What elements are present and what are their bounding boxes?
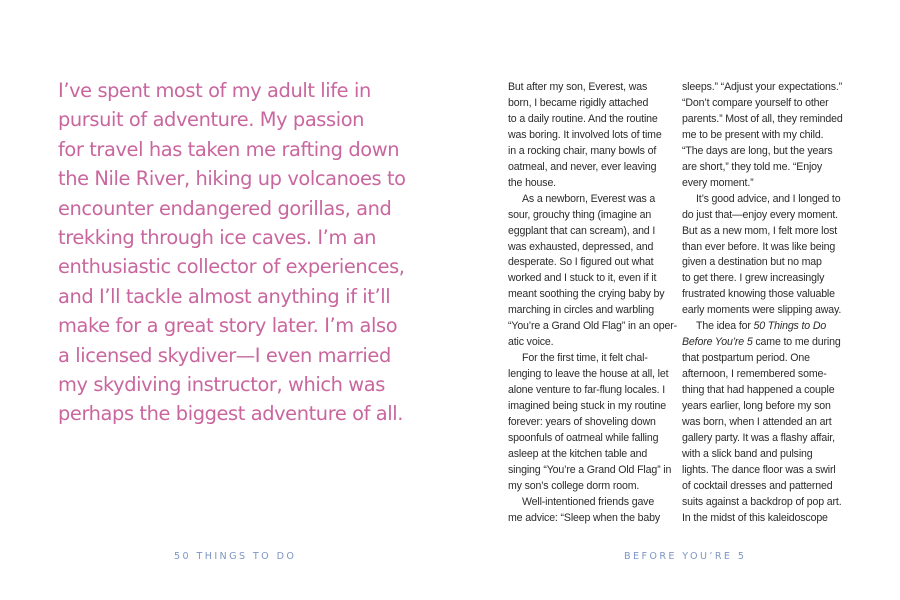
- body-line: singing “You’re a Grand Old Flag” in: [508, 463, 672, 476]
- body-line: gallery party. It was a flashy affair,: [682, 431, 835, 444]
- body-line: do just that—enjoy every moment.: [682, 208, 838, 221]
- body-line: worked and I stuck to it, even if it: [508, 272, 657, 285]
- intro-line: make for a great story later. I’m also: [58, 314, 398, 338]
- body-line: born, I became rigidly attached: [508, 96, 649, 109]
- body-line: thing that had happened a couple: [682, 384, 835, 397]
- intro-line: pursuit of adventure. My passion: [58, 108, 365, 132]
- right-page: [450, 0, 900, 600]
- body-line: with a slick band and pulsing: [682, 447, 813, 460]
- body-line: afternoon, I remembered some-: [682, 368, 827, 381]
- body-line: [682, 319, 846, 335]
- intro-line: the Nile River, hiking up volcanoes to: [58, 167, 406, 191]
- body-line: imagined being stuck in my routine: [508, 400, 667, 413]
- body-line: was born, when I attended an art: [682, 416, 832, 429]
- body-line: meant soothing the crying baby by: [508, 288, 665, 301]
- intro-line: encounter endangered gorillas, and: [58, 196, 392, 220]
- body-line: my son’s college dorm room.: [508, 479, 640, 492]
- body-line: lenging to leave the house at all, let: [508, 368, 669, 381]
- running-footer-left: 50 THINGS TO DO: [174, 551, 297, 562]
- body-line: asleep at the kitchen table and: [508, 447, 648, 460]
- text-column-2: [682, 80, 846, 527]
- body-line: me to be present with my child.: [682, 128, 824, 141]
- body-line: As a newborn, Everest was a: [522, 192, 656, 205]
- body-line: For the first time, it felt chal-: [522, 352, 648, 365]
- body-line: “Don’t compare yourself to other: [682, 96, 829, 109]
- body-line: forever: years of shoveling down: [508, 416, 656, 429]
- body-line: desperate. So I figured out what: [508, 256, 654, 269]
- intro-line: my skydiving instructor, which was: [58, 373, 385, 397]
- body-line: given a destination but no map: [682, 256, 822, 269]
- body-line: parents.” Most of all, they reminded: [682, 112, 843, 125]
- body-line: eggplant that can scream), and I: [508, 224, 656, 237]
- intro-line: enthusiastic collector of experiences,: [58, 255, 405, 279]
- intro-line: a licensed skydiver—I even married: [58, 343, 391, 367]
- body-line: It’s good advice, and I longed to: [696, 192, 841, 205]
- body-line: oatmeal, and never, ever leaving: [508, 160, 657, 173]
- body-line: spoonfuls of oatmeal while falling: [508, 431, 659, 444]
- body-line: sleeps.” “Adjust your expectations.”: [682, 81, 843, 93]
- body-line: “The days are long, but the years: [682, 144, 833, 157]
- running-footer-right: BEFORE YOU’RE 5: [624, 551, 747, 562]
- book-title: Before You’re 5: [682, 336, 753, 349]
- body-line: to a daily routine. And the routine: [508, 112, 658, 125]
- text-column-1: [508, 80, 677, 527]
- intro-line: I’ve spent most of my adult life in: [58, 79, 371, 102]
- book-title: 50 Things to Do: [753, 320, 827, 333]
- body-line: But after my son, Everest, was: [508, 81, 648, 93]
- body-line: me advice: “Sleep when the baby: [508, 511, 660, 524]
- body-line: alone venture to far-flung locales. I: [508, 384, 665, 397]
- intro-line: for travel has taken me rafting down: [58, 137, 400, 161]
- body-line: was boring. It involved lots of time: [508, 128, 662, 141]
- idea-prefix: The idea for: [696, 320, 754, 333]
- body-line: marching in circles and warbling: [508, 304, 654, 317]
- body-line: to get there. I grew increasingly: [682, 272, 825, 285]
- body-line: than ever before. It was like being: [682, 240, 836, 253]
- body-line: in a rocking chair, many bowls of: [508, 144, 657, 157]
- body-line: [682, 335, 846, 351]
- body-line: In the midst of this kaleidoscope: [682, 511, 828, 524]
- body-line: suits against a backdrop of pop art.: [682, 495, 842, 508]
- body-line: that postpartum period. One: [682, 352, 810, 365]
- body-line: years earlier, long before my son: [682, 400, 831, 413]
- body-line: Well-intentioned friends gave: [522, 495, 655, 508]
- body-line: atic voice.: [508, 336, 554, 349]
- body-line: was exhausted, depressed, and: [508, 240, 654, 253]
- body-line: But as a new mom, I felt more lost: [682, 224, 838, 237]
- intro-line: and I’ll tackle almost anything if it’ll: [58, 284, 391, 308]
- intro-paragraph: [58, 76, 406, 429]
- body-line: “You’re a Grand Old Flag” in an oper-: [508, 320, 677, 333]
- body-line: are short,” they told me. “Enjoy: [682, 160, 823, 173]
- intro-line: perhaps the biggest adventure of all.: [58, 402, 404, 426]
- body-line: lights. The dance floor was a swirl: [682, 463, 836, 476]
- intro-line: trekking through ice caves. I’m an: [58, 226, 377, 250]
- body-line: of cocktail dresses and patterned: [682, 479, 833, 492]
- idea-suffix: came to me during: [752, 336, 841, 349]
- body-line: every moment.”: [682, 176, 754, 189]
- body-line: frustrated knowing those valuable: [682, 288, 835, 301]
- body-line: sour, grouchy thing (imagine an: [508, 208, 652, 221]
- body-line: early moments were slipping away.: [682, 304, 842, 317]
- body-line: the house.: [508, 176, 556, 189]
